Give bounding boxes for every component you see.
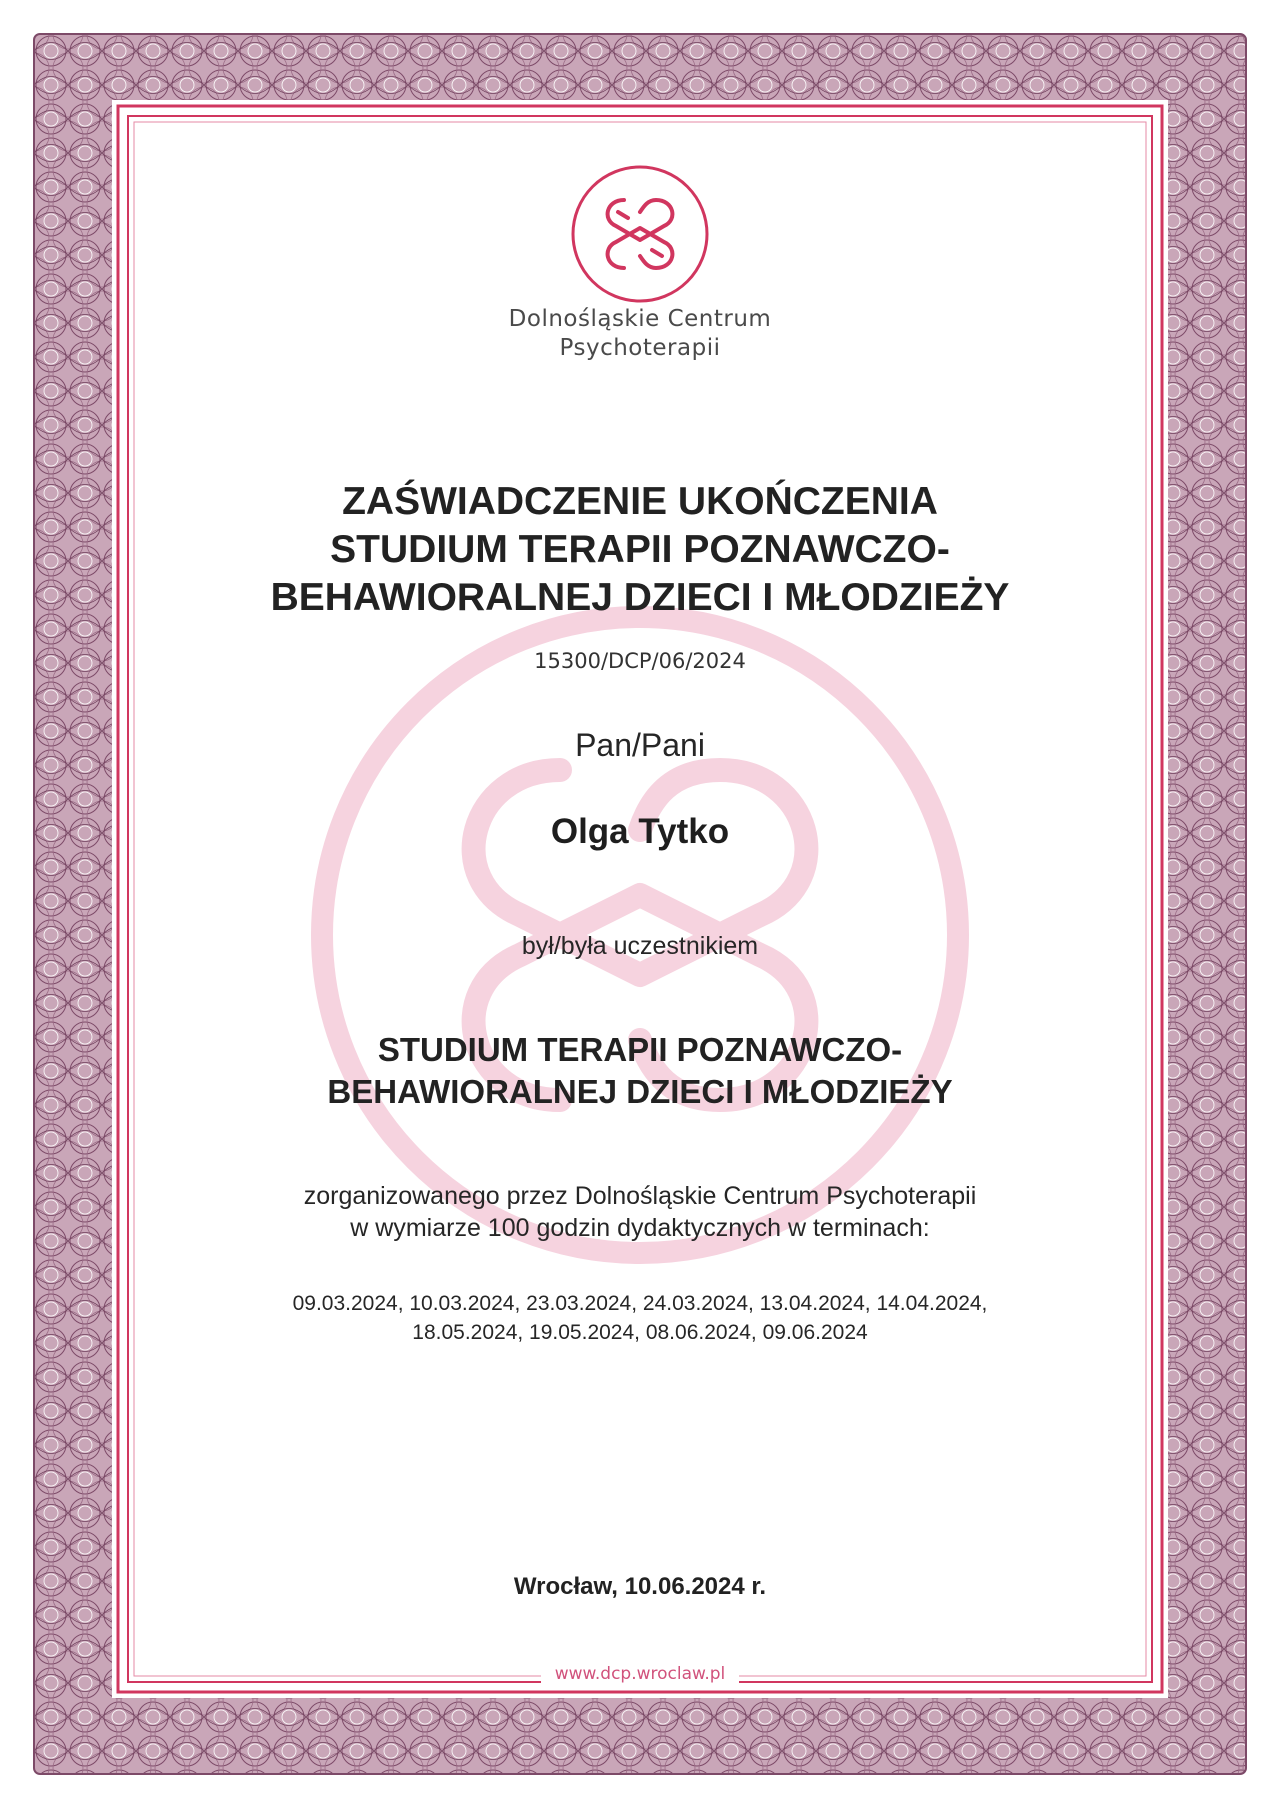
certificate-title-line2: STUDIUM TERAPII POZNAWCZO-	[330, 528, 950, 571]
organization-name-line2: Psychoterapii	[559, 335, 721, 361]
course-title-line1: STUDIUM TERAPII POZNAWCZO-	[377, 1031, 903, 1068]
course-dates-line1: 09.03.2024, 10.03.2024, 23.03.2024, 24.03.2024, 13.04.2024, 14.04.2024,	[292, 1292, 988, 1315]
course-title-line2: BEHAWIORALNEJ DZIECI I MŁODZIEŻY	[327, 1073, 953, 1110]
certificate-number: 15300/DCP/06/2024	[534, 649, 746, 673]
organized-by-line1: zorganizowanego przez Dolnośląskie Centrum Psychoterapii	[303, 1182, 977, 1210]
participant-text: był/była uczestnikiem	[521, 932, 759, 960]
dcp-knot-logo	[568, 162, 712, 306]
salutation: Pan/Pani	[575, 727, 705, 763]
organization-name-line1: Dolnośląskie Centrum	[508, 306, 772, 332]
organized-by-line2: w wymiarze 100 godzin dydaktycznych w terminach:	[350, 1214, 930, 1242]
place-and-date: Wrocław, 10.06.2024 r.	[513, 1573, 767, 1600]
recipient-name: Olga Tytko	[550, 812, 730, 851]
certificate-title-line3: BEHAWIORALNEJ DZIECI I MŁODZIEŻY	[270, 576, 1010, 619]
certificate-title-line1: ZAŚWIADCZENIE UKOŃCZENIA	[342, 480, 938, 523]
website-link[interactable]: www.dcp.wroclaw.pl	[541, 1664, 740, 1684]
website-footer	[0, 1664, 1280, 1684]
course-dates-line2: 18.05.2024, 19.05.2024, 08.06.2024, 09.06.2024	[412, 1321, 868, 1344]
